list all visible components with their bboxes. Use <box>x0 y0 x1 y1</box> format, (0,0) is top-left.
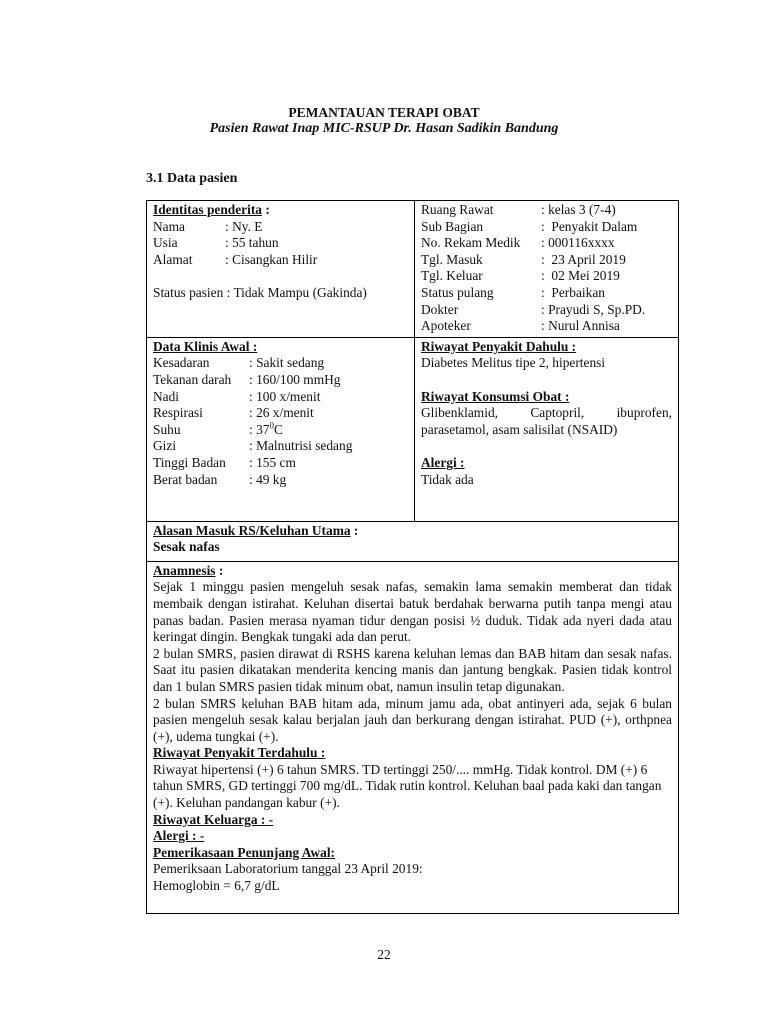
suhu-value: : 37 <box>249 421 270 437</box>
page-number: 22 <box>377 947 391 962</box>
terdahulu-text: Riwayat hipertensi (+) 6 tahun SMRS. TD tertinggi 250/.... mmHg. Tidak kontrol. DM (+) 6 tahun SMRS, GD tertinggi 700 mg/dL. Tidak rutin kontrol. Keluhan baal pada kaki dan tangan (+). Keluhan pandangan kabur (+). <box>153 761 662 811</box>
klinis-value <box>249 422 283 439</box>
clinical-row <box>147 337 679 521</box>
klinis-colon: : <box>249 338 258 354</box>
ruang-key: No. Rekam Medik <box>421 235 521 251</box>
klinis-heading-line <box>153 339 408 356</box>
ruang-key: Tgl. Masuk <box>421 251 483 267</box>
klinis-key: Tinggi Badan <box>153 454 226 470</box>
keluarga-heading: Riwayat Keluarga : - <box>153 811 274 827</box>
ruang-row <box>421 219 672 236</box>
riwayat-obat-heading: Riwayat Konsumsi Obat : <box>421 388 570 404</box>
ruang-key: Sub Bagian <box>421 218 484 234</box>
identitas-row <box>153 235 408 252</box>
document-title: PEMANTAUAN TERAPI OBAT <box>288 105 480 120</box>
anamnesis-heading-line <box>153 563 672 580</box>
ruang-row <box>421 285 672 302</box>
ruang-row <box>421 302 672 319</box>
klinis-row <box>153 422 408 439</box>
ruang-value: : kelas 3 (7-4) <box>541 202 616 217</box>
ruang-row <box>421 268 672 285</box>
identitas-key: Alamat <box>153 251 193 267</box>
identitas-cell <box>147 201 415 338</box>
klinis-value: : 49 kg <box>249 471 287 487</box>
klinis-row <box>153 455 408 472</box>
anamnesis-paragraph: Sejak 1 minggu pasien mengeluh sesak nafas, semakin lama semakin memberat dan tidak membaik dengan istirahat. Keluhan disertai batuk berdahak berwarna putih tanpa mengi atau panas badan. Pasien merasa nyaman tidur dengan posisi ½ duduk. Tidak ada nyeri dada atau keringat dingin. Bengkak tungaki ada dan perut. <box>153 579 672 645</box>
klinis-key: Kesadaran <box>153 355 210 371</box>
ruang-value: : Prayudi S, Sp.PD. <box>541 301 646 317</box>
ruang-key: Dokter <box>421 301 459 317</box>
identitas-row <box>153 219 408 236</box>
ruang-value: : 000116xxxx <box>541 235 615 251</box>
klinis-value: : Sakit sedang <box>249 355 325 371</box>
ruang-key: Ruang Rawat <box>421 202 494 217</box>
ruang-row <box>421 235 672 252</box>
identitas-value: : Ny. E <box>225 218 263 234</box>
klinis-row <box>153 438 408 455</box>
hemoglobin: Hemoglobin = 6,7 g/dL <box>153 878 280 894</box>
klinis-row <box>153 372 408 389</box>
identitas-value: : Cisangkan Hilir <box>225 251 318 267</box>
document-subtitle: Pasien Rawat Inap MIC-RSUP Dr. Hasan Sadikin Bandung <box>209 121 559 136</box>
ruang-key: Status pulang <box>421 284 494 300</box>
riwayat-dahulu-text: Diabetes Melitus tipe 2, hipertensi <box>421 355 606 371</box>
klinis-row <box>153 389 408 406</box>
terdahulu-heading: Riwayat Penyakit Terdahulu : <box>153 745 326 761</box>
klinis-key: Suhu <box>153 421 181 437</box>
identitas-value: : 55 tahun <box>225 235 279 251</box>
alergi-text: Tidak ada <box>421 471 474 487</box>
klinis-cell <box>147 337 415 521</box>
ruang-key: Tgl. Keluar <box>421 268 483 284</box>
anamnesis-paragraph: 2 bulan SMRS keluhan BAB hitam ada, minum jamu ada, obat antinyeri ada, sejak 6 bulan pasien mengeluh sesak kalau berjalan jauh dan berkurang dengan istirahat. PUD (+), orthpnea (+), udema tungkai (+). <box>153 695 672 744</box>
ruang-value: : Penyakit Dalam <box>541 218 638 234</box>
complaint-row <box>147 521 679 561</box>
identitas-key: Nama <box>153 218 185 234</box>
anamnesis-row <box>147 561 679 913</box>
identitas-colon: : <box>262 202 270 217</box>
klinis-key: Nadi <box>153 388 180 404</box>
klinis-value: : 160/100 mmHg <box>249 371 341 387</box>
penunjang-heading: Pemerikasaan Penunjang Awal: <box>153 844 336 860</box>
alasan-heading-line <box>153 523 672 540</box>
klinis-row <box>153 472 408 489</box>
anamnesis-cell <box>147 561 679 913</box>
anamnesis-paragraph: 2 bulan SMRS, pasien dirawat di RSHS karena keluhan lemas dan BAB hitam dan sesak nafas. Saat itu pasien dikatakan menderita kencing manis dan jantung bengkak. Pasien tidak kontrol dan 1 bulan SMRS pasien tidak minum obat, namun insulin tetap digunakan. <box>153 645 672 694</box>
ruang-row <box>421 252 672 269</box>
suhu-unit: C <box>273 421 283 437</box>
ruang-row <box>421 202 672 219</box>
identity-row <box>147 201 679 338</box>
ruang-key: Apoteker <box>421 318 471 334</box>
anamnesis-heading: Anamnesis <box>153 562 216 578</box>
ruang-value: : Nurul Annisa <box>541 318 620 334</box>
ruang-row <box>421 318 672 335</box>
ruang-value: : 02 Mei 2019 <box>541 268 620 284</box>
klinis-row <box>153 355 408 372</box>
identitas-heading: Identitas penderita <box>153 202 262 217</box>
anamnesis-colon: : <box>215 562 224 578</box>
alasan-cell <box>147 521 679 561</box>
alergi-heading: Alergi : <box>421 454 465 470</box>
klinis-heading: Data Klinis Awal <box>153 338 250 354</box>
klinis-key: Tekanan darah <box>153 371 232 387</box>
klinis-key: Respirasi <box>153 405 203 421</box>
klinis-value: : 26 x/menit <box>249 405 314 421</box>
alasan-colon: : <box>350 522 359 538</box>
klinis-key: Gizi <box>153 438 177 454</box>
ruang-value: : Perbaikan <box>541 284 605 300</box>
alergi-anamnesis: Alergi : - <box>153 828 205 844</box>
alasan-heading: Alasan Masuk RS/Keluhan Utama <box>153 522 351 538</box>
riwayat-cell <box>415 337 679 521</box>
klinis-value: : Malnutrisi sedang <box>249 438 353 454</box>
klinis-key: Berat badan <box>153 471 218 487</box>
identitas-key: Usia <box>153 235 178 251</box>
section-title: 3.1 Data pasien <box>146 171 238 186</box>
alasan-text: Sesak nafas <box>153 539 220 555</box>
identitas-heading-line <box>153 202 408 219</box>
lab-date: Pemeriksaan Laboratorium tanggal 23 April 2019: <box>153 861 423 877</box>
klinis-value: : 155 cm <box>249 454 296 470</box>
klinis-value: : 100 x/menit <box>249 388 321 404</box>
riwayat-obat-text: Glibenklamid, Captopril, ibuprofen, parasetamol, asam salisilat (NSAID) <box>421 405 672 437</box>
ruang-cell <box>415 201 679 338</box>
patient-data-table <box>146 200 679 914</box>
identitas-row <box>153 252 408 269</box>
degree-sup: 0 <box>269 420 274 431</box>
status-pasien: Status pasien : Tidak Mampu (Gakinda) <box>153 284 367 300</box>
ruang-value: : 23 April 2019 <box>541 251 626 267</box>
riwayat-dahulu-heading: Riwayat Penyakit Dahulu : <box>421 338 577 354</box>
klinis-row <box>153 405 408 422</box>
